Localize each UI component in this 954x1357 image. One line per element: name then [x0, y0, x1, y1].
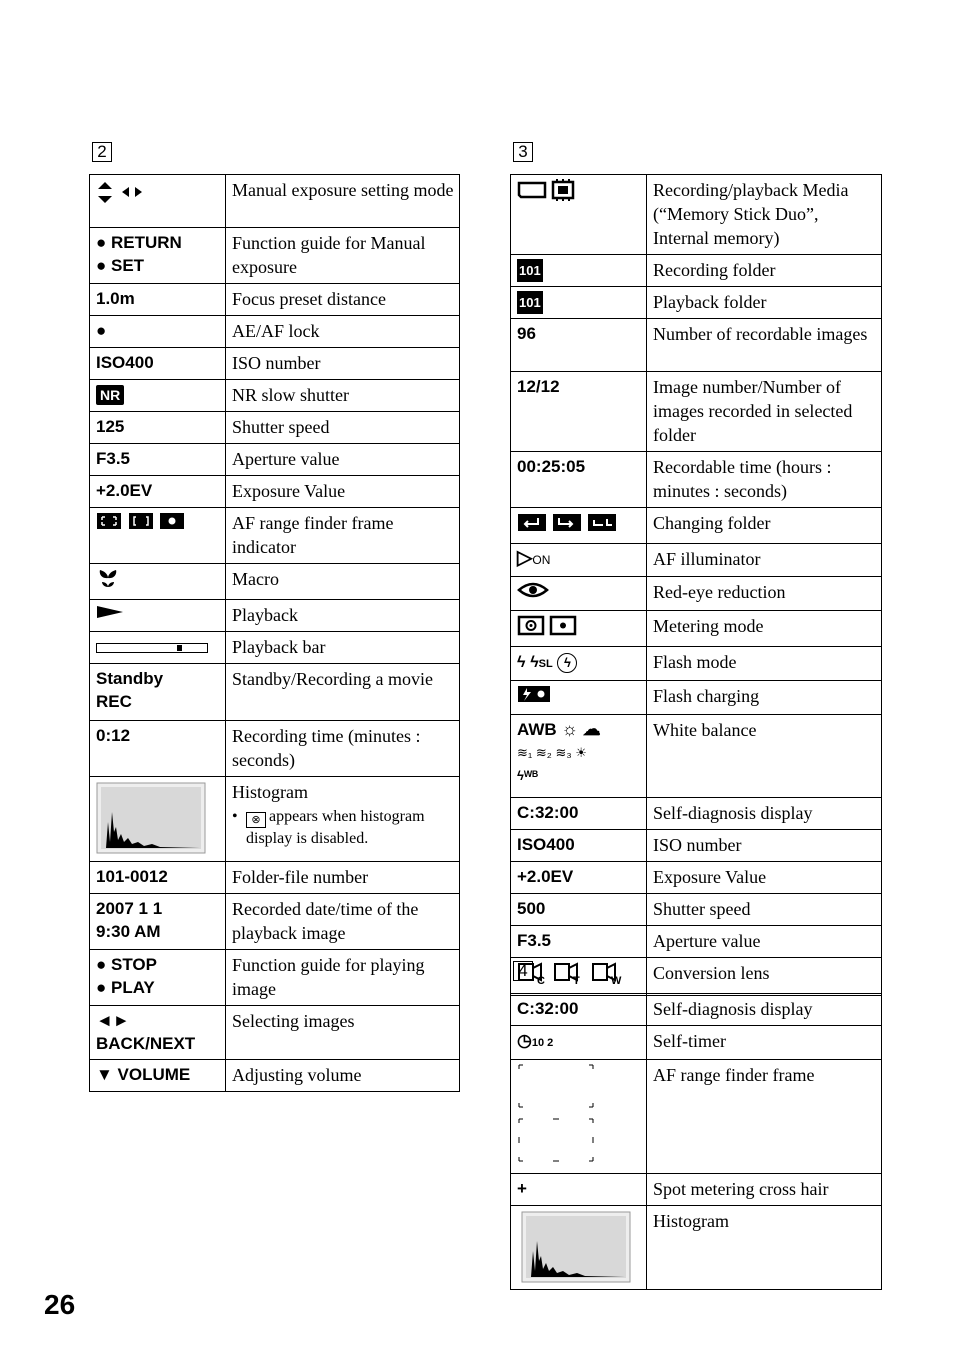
row-description: Exposure Value	[647, 862, 882, 894]
row-description: Self-timer	[647, 1026, 882, 1060]
table-row	[90, 894, 460, 950]
table-row	[511, 894, 882, 926]
row-description: Adjusting volume	[226, 1060, 460, 1092]
row-description: Macro	[226, 564, 460, 600]
row-description: AE/AF lock	[226, 316, 460, 348]
row-description: Standby/Recording a movie	[226, 664, 460, 721]
row-description: Focus preset distance	[226, 284, 460, 316]
svg-text:C: C	[537, 975, 545, 986]
section-3-table	[510, 174, 882, 996]
row-description: Shutter speed	[647, 894, 882, 926]
row-description: Metering mode	[647, 611, 882, 647]
table-row	[511, 255, 882, 287]
af-illuminator-icon: ▷ON	[511, 544, 647, 577]
table-row	[511, 1206, 882, 1290]
histogram-note-text: appears when histogram display is disabled.	[246, 808, 425, 847]
table-row	[90, 444, 460, 476]
table-row	[511, 862, 882, 894]
white-balance-icon: AWB ☼ ☁ ≋₁ ≋₂ ≋₃ ☀ ϟᵂᴮ	[511, 715, 647, 798]
table-row	[511, 611, 882, 647]
section-2-label: 2	[92, 142, 112, 162]
table-row	[90, 348, 460, 380]
table-row	[511, 544, 882, 577]
table-row	[511, 175, 882, 255]
folder-file-symbol: 101-0012	[90, 862, 226, 894]
af-illuminator-symbol: ON	[532, 553, 551, 568]
standby-rec-symbol: Standby REC	[90, 664, 226, 721]
table-row	[511, 958, 882, 996]
row-description: Self-diagnosis display	[647, 994, 882, 1026]
table-row	[90, 476, 460, 508]
playback-folder-symbol: 101	[517, 291, 543, 314]
flash-mode-icon: ϟ ϟSL ϟ	[511, 647, 647, 681]
table-row	[90, 175, 460, 228]
table-row	[90, 316, 460, 348]
row-description: Conversion lens	[647, 958, 882, 996]
ae-af-lock-symbol: ●	[90, 316, 226, 348]
table-row	[511, 319, 882, 372]
row-description: Selecting images	[226, 1006, 460, 1060]
stop-play-symbol: ● STOP ● PLAY	[90, 950, 226, 1006]
macro-icon	[90, 564, 226, 600]
table-row	[511, 1060, 882, 1174]
histogram-note: • ⊗ appears when histogram display is disabled.	[232, 808, 425, 847]
histogram-disabled-icon: ⊗	[246, 812, 266, 828]
row-description: Flash mode	[647, 647, 882, 681]
table-row	[90, 721, 460, 777]
table-row	[511, 577, 882, 611]
table-row	[511, 830, 882, 862]
nr-symbol: NR	[96, 385, 124, 405]
recording-folder-symbol: 101	[517, 259, 543, 282]
recordable-images-symbol: 96	[511, 319, 647, 372]
row-description: Self-diagnosis display	[647, 798, 882, 830]
recording-folder-icon	[511, 255, 647, 287]
table-row	[90, 600, 460, 632]
row-description: Folder-file number	[226, 862, 460, 894]
exposure-value-symbol: +2.0EV	[511, 862, 647, 894]
svg-text:W: W	[611, 975, 622, 986]
histogram-description-cell	[226, 777, 460, 862]
svg-text:T: T	[573, 975, 580, 986]
table-row	[511, 681, 882, 715]
table-row	[90, 564, 460, 600]
red-eye-icon	[511, 577, 647, 611]
shutter-speed-symbol: 125	[90, 412, 226, 444]
row-description: Manual exposure setting mode	[226, 175, 460, 228]
row-description: Image number/Number of images recorded in selected folder	[647, 372, 882, 452]
row-description: Recorded date/time of the playback image	[226, 894, 460, 950]
self-timer-symbol: 10 2	[531, 1037, 554, 1049]
af-frame-indicator-icon	[90, 508, 226, 564]
table-row	[90, 412, 460, 444]
row-description: Playback folder	[647, 287, 882, 319]
row-description: Recording folder	[647, 255, 882, 287]
table-row	[90, 284, 460, 316]
row-description: Changing folder	[647, 508, 882, 544]
row-description: AF range finder frame	[647, 1060, 882, 1174]
row-description: Recording time (minutes : seconds)	[226, 721, 460, 777]
spot-crosshair-symbol: +	[511, 1174, 647, 1206]
playback-icon	[90, 600, 226, 632]
row-description: Histogram	[647, 1206, 882, 1290]
focus-distance-symbol: 1.0m	[90, 284, 226, 316]
table-row	[511, 287, 882, 319]
table-row	[511, 994, 882, 1026]
row-description: Function guide for playing image	[226, 950, 460, 1006]
self-timer-icon: ◷10 2	[511, 1026, 647, 1060]
date-time-symbol: 2007 1 1 9:30 AM	[90, 894, 226, 950]
row-description: Flash charging	[647, 681, 882, 715]
table-row	[90, 777, 460, 862]
flash-charging-icon	[511, 681, 647, 715]
table-row	[90, 228, 460, 284]
media-icon	[511, 175, 647, 255]
table-row	[511, 372, 882, 452]
table-row	[511, 1026, 882, 1060]
table-row	[90, 1060, 460, 1092]
row-description: Exposure Value	[226, 476, 460, 508]
aperture-symbol: F3.5	[511, 926, 647, 958]
table-row	[90, 632, 460, 664]
return-set-symbol: ● RETURN ● SET	[90, 228, 226, 284]
row-description: Playback	[226, 600, 460, 632]
playback-folder-icon	[511, 287, 647, 319]
section-3-label: 3	[513, 142, 533, 162]
table-row	[511, 715, 882, 798]
row-description: Recordable time (hours : minutes : seconds)	[647, 452, 882, 508]
row-description: AF illuminator	[647, 544, 882, 577]
image-number-symbol: 12/12	[511, 372, 647, 452]
flash-slow-symbol: SL	[538, 658, 553, 671]
volume-symbol: ▼ VOLUME	[90, 1060, 226, 1092]
nr-icon	[90, 380, 226, 412]
table-row	[90, 508, 460, 564]
row-description: Histogram	[232, 782, 308, 802]
aperture-symbol: F3.5	[90, 444, 226, 476]
awb-symbol: AWB	[517, 720, 557, 740]
metering-mode-icon	[511, 611, 647, 647]
table-row	[511, 798, 882, 830]
row-description: Playback bar	[226, 632, 460, 664]
exposure-value-symbol: +2.0EV	[90, 476, 226, 508]
row-description: Aperture value	[226, 444, 460, 476]
recording-time-symbol: 0:12	[90, 721, 226, 777]
row-description: Spot metering cross hair	[647, 1174, 882, 1206]
table-row	[511, 508, 882, 544]
self-diagnosis-symbol: C:32:00	[511, 994, 647, 1026]
changing-folder-icon	[511, 508, 647, 544]
row-description: Red-eye reduction	[647, 577, 882, 611]
manual-exposure-icon	[90, 175, 226, 228]
table-row	[90, 950, 460, 1006]
section-2-table	[89, 174, 460, 1092]
row-description: Number of recordable images	[647, 319, 882, 372]
row-description: Shutter speed	[226, 412, 460, 444]
af-range-frame-icon	[511, 1060, 647, 1174]
page-number: 26	[44, 1289, 76, 1320]
table-row	[511, 452, 882, 508]
row-description: NR slow shutter	[226, 380, 460, 412]
iso-symbol: ISO400	[90, 348, 226, 380]
playback-bar-icon	[90, 632, 226, 664]
histogram-icon	[90, 777, 226, 862]
row-description: AF range finder frame indicator	[226, 508, 460, 564]
row-description: ISO number	[226, 348, 460, 380]
row-description: Recording/playback Media (“Memory Stick Duo”, Internal memory)	[647, 175, 882, 255]
self-diagnosis-symbol: C:32:00	[511, 798, 647, 830]
table-row	[511, 647, 882, 681]
section-4-label: 4	[513, 961, 533, 981]
iso-symbol: ISO400	[511, 830, 647, 862]
table-row	[90, 380, 460, 412]
section-4-table	[510, 993, 882, 1290]
row-description: ISO number	[647, 830, 882, 862]
table-row	[90, 1006, 460, 1060]
row-description: White balance	[647, 715, 882, 798]
recordable-time-symbol: 00:25:05	[511, 452, 647, 508]
shutter-speed-symbol: 500	[511, 894, 647, 926]
back-next-symbol: ◄► BACK/NEXT	[90, 1006, 226, 1060]
row-description: Function guide for Manual exposure	[226, 228, 460, 284]
histogram-icon	[511, 1206, 647, 1290]
table-row	[90, 862, 460, 894]
table-row	[511, 1174, 882, 1206]
table-row	[90, 664, 460, 721]
table-row	[511, 926, 882, 958]
row-description: Aperture value	[647, 926, 882, 958]
